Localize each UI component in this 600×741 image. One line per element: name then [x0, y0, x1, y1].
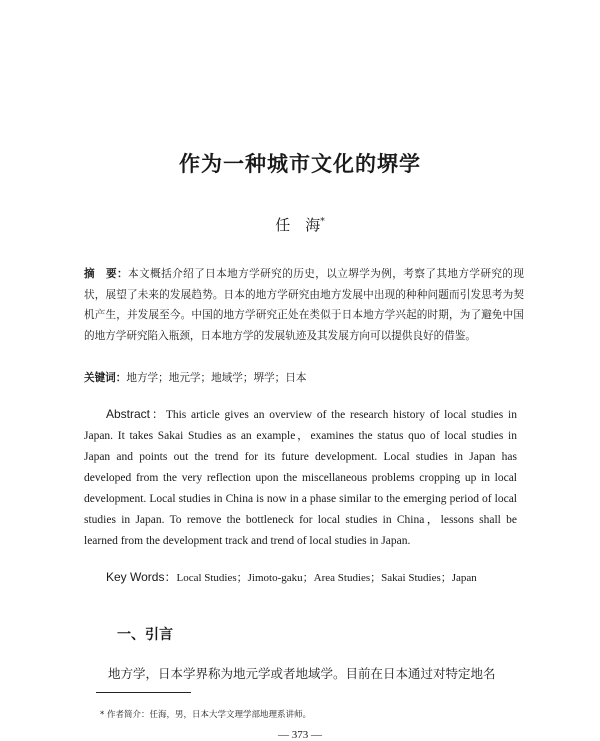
- chinese-keywords-label: 关键词：: [84, 372, 127, 384]
- chinese-keywords-text: 地方学；地元学；地域学；堺学；日本: [126, 372, 307, 384]
- chinese-abstract-label: 摘 要：: [84, 268, 129, 280]
- author-footnote: * 作者简介：任海，男，日本大学文理学部地理系讲师。: [100, 710, 311, 720]
- chinese-abstract-text: 本文概括介绍了日本地方学研究的历史，以立堺学为例，考察了其地方学研究的现状，展望了未来的发展趋势。日本的地方学研究由地方发展中出现的种种问题而引发思考为契机产生，并发展至今。中国的地方学研究正处在类似于日本地方学兴起的时期，为了避免中国的地方学研究陷入瓶颈，日本地方学的发展轨迹及其发展方向可以提供良好的借鉴。: [84, 268, 525, 342]
- paper-title: 作为一种城市文化的堺学: [179, 151, 421, 176]
- author-footnote-mark: *: [320, 217, 325, 227]
- english-keywords: [106, 568, 536, 585]
- body-paragraph: 地方学，日本学界称为地元学或者地域学。目前在日本通过对特定地名: [108, 666, 496, 681]
- author-name: 任 海: [275, 216, 321, 234]
- english-keywords-text: Local Studies；Jimoto-gaku；Area Studies；Sakai Studies；Japan: [176, 572, 477, 584]
- english-abstract: [84, 404, 517, 552]
- english-keywords-label: Key Words：: [106, 570, 177, 584]
- page-number: — 373 —: [278, 729, 322, 741]
- footnote-divider: [96, 692, 191, 693]
- chinese-keywords: [84, 370, 524, 385]
- english-abstract-text: This article gives an overview of the research history of local studies in Japan. It takes Sakai Studies as an example，examines the status quo of local studies in Japan and points out the trend for its future development. Local studies in Japan has developed from the very reflection upon the miscellaneous problems cropping up in local development. Local studies in China is now in a phase similar to the emerging period of local studies in Japan. To remove the bottleneck for local studies in China，lessons shall be learned from the development track and trend of local studies in Japan.: [84, 409, 517, 547]
- chinese-abstract: [84, 264, 524, 346]
- author-line: [0, 214, 600, 235]
- section-heading-introduction: 一、引言: [117, 627, 173, 643]
- english-abstract-label: Abstract：: [106, 407, 166, 421]
